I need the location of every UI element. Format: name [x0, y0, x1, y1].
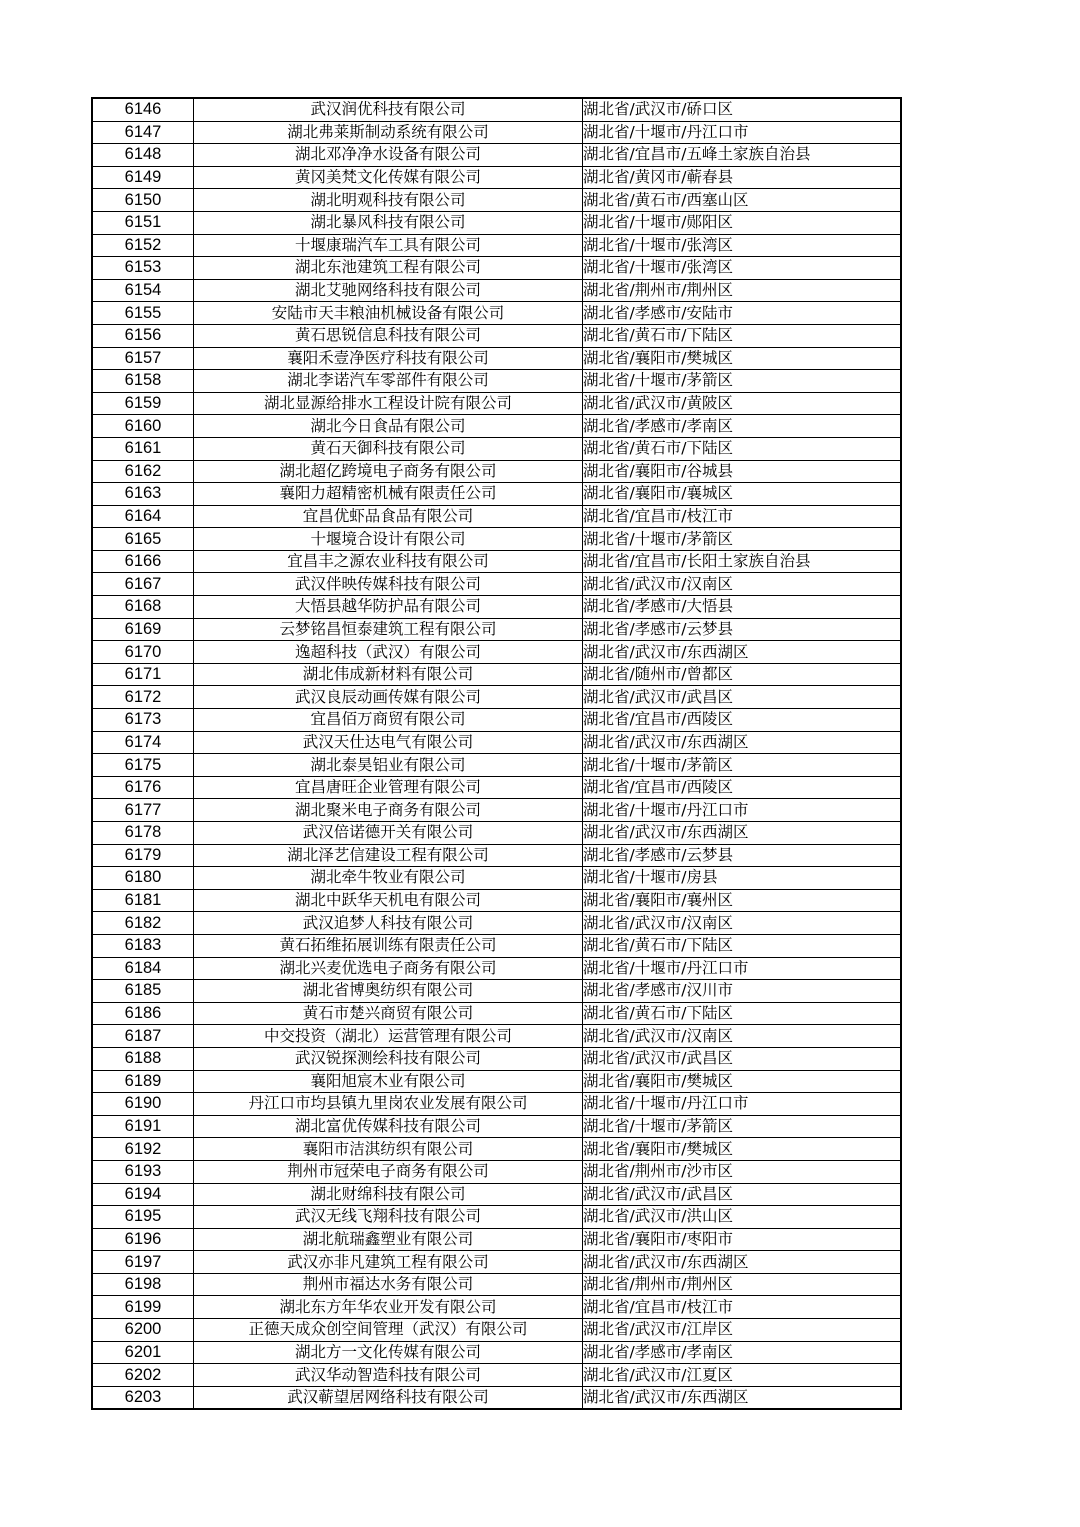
row-number: 6198 — [92, 1273, 194, 1296]
company-name: 武汉伴映传媒科技有限公司 — [194, 573, 583, 596]
company-name: 湖北弗莱斯制动系统有限公司 — [194, 121, 583, 144]
row-number: 6195 — [92, 1206, 194, 1229]
region-path: 湖北省/十堰市/丹江口市 — [583, 1093, 902, 1116]
region-path: 湖北省/黄冈市/蕲春县 — [583, 166, 902, 189]
row-number: 6178 — [92, 822, 194, 845]
region-path: 湖北省/襄阳市/襄城区 — [583, 483, 902, 506]
row-number: 6190 — [92, 1093, 194, 1116]
company-name: 湖北东池建筑工程有限公司 — [194, 257, 583, 280]
table-row — [92, 437, 901, 460]
row-number: 6203 — [92, 1386, 194, 1409]
row-number: 6157 — [92, 347, 194, 370]
row-number: 6174 — [92, 731, 194, 754]
company-name: 湖北伟成新材料有限公司 — [194, 663, 583, 686]
table-row — [92, 934, 901, 957]
region-path: 湖北省/武汉市/东西湖区 — [583, 731, 902, 754]
company-name: 湖北明观科技有限公司 — [194, 189, 583, 212]
region-path: 湖北省/襄阳市/樊城区 — [583, 1070, 902, 1093]
table-row — [92, 98, 901, 121]
region-path: 湖北省/襄阳市/樊城区 — [583, 1138, 902, 1161]
row-number: 6172 — [92, 686, 194, 709]
table-row — [92, 1228, 901, 1251]
company-name: 逸超科技（武汉）有限公司 — [194, 641, 583, 664]
region-path: 湖北省/孝感市/孝南区 — [583, 415, 902, 438]
region-path: 湖北省/武汉市/汉南区 — [583, 912, 902, 935]
row-number: 6165 — [92, 528, 194, 551]
row-number: 6179 — [92, 844, 194, 867]
region-path: 湖北省/武汉市/武昌区 — [583, 1183, 902, 1206]
region-path: 湖北省/孝感市/云梦县 — [583, 844, 902, 867]
region-path: 湖北省/黄石市/下陆区 — [583, 324, 902, 347]
row-number: 6164 — [92, 505, 194, 528]
region-path: 湖北省/孝感市/大悟县 — [583, 596, 902, 619]
table-row — [92, 799, 901, 822]
company-name: 武汉锐探测绘科技有限公司 — [194, 1047, 583, 1070]
row-number: 6177 — [92, 799, 194, 822]
company-name: 武汉追梦人科技有限公司 — [194, 912, 583, 935]
region-path: 湖北省/孝感市/孝南区 — [583, 1341, 902, 1364]
table-row — [92, 1364, 901, 1387]
region-path: 湖北省/宜昌市/西陵区 — [583, 709, 902, 732]
region-path: 湖北省/黄石市/下陆区 — [583, 1002, 902, 1025]
table-row — [92, 550, 901, 573]
company-name: 十堰康瑞汽车工具有限公司 — [194, 234, 583, 257]
table-row — [92, 166, 901, 189]
company-name: 湖北财绵科技有限公司 — [194, 1183, 583, 1206]
table-row — [92, 776, 901, 799]
table-row — [92, 1138, 901, 1161]
company-table — [91, 97, 902, 1410]
table-row — [92, 505, 901, 528]
table-row — [92, 392, 901, 415]
row-number: 6184 — [92, 957, 194, 980]
company-name: 云梦铭昌恒泰建筑工程有限公司 — [194, 618, 583, 641]
region-path: 湖北省/武汉市/汉南区 — [583, 1025, 902, 1048]
region-path: 湖北省/黄石市/西塞山区 — [583, 189, 902, 212]
table-row — [92, 257, 901, 280]
table-row — [92, 370, 901, 393]
row-number: 6186 — [92, 1002, 194, 1025]
row-number: 6154 — [92, 279, 194, 302]
region-path: 湖北省/宜昌市/五峰土家族自治县 — [583, 144, 902, 167]
region-path: 湖北省/荆州市/荆州区 — [583, 1273, 902, 1296]
row-number: 6171 — [92, 663, 194, 686]
row-number: 6148 — [92, 144, 194, 167]
region-path: 湖北省/十堰市/郧阳区 — [583, 211, 902, 234]
row-number: 6201 — [92, 1341, 194, 1364]
row-number: 6156 — [92, 324, 194, 347]
row-number: 6187 — [92, 1025, 194, 1048]
company-name: 湖北今日食品有限公司 — [194, 415, 583, 438]
company-name: 湖北艾驰网络科技有限公司 — [194, 279, 583, 302]
table-row — [92, 867, 901, 890]
region-path: 湖北省/孝感市/云梦县 — [583, 618, 902, 641]
region-path: 湖北省/十堰市/茅箭区 — [583, 754, 902, 777]
row-number: 6192 — [92, 1138, 194, 1161]
table-row — [92, 1047, 901, 1070]
row-number: 6155 — [92, 302, 194, 325]
table-row — [92, 1070, 901, 1093]
row-number: 6182 — [92, 912, 194, 935]
company-name: 湖北航瑞鑫塑业有限公司 — [194, 1228, 583, 1251]
table-row — [92, 415, 901, 438]
table-row — [92, 1296, 901, 1319]
table-row — [92, 1341, 901, 1364]
table-row — [92, 1183, 901, 1206]
row-number: 6167 — [92, 573, 194, 596]
region-path: 湖北省/襄阳市/樊城区 — [583, 347, 902, 370]
company-name: 安陆市天丰粮油机械设备有限公司 — [194, 302, 583, 325]
region-path: 湖北省/武汉市/东西湖区 — [583, 822, 902, 845]
company-name: 宜昌唐旺企业管理有限公司 — [194, 776, 583, 799]
company-name: 湖北方一文化传媒有限公司 — [194, 1341, 583, 1364]
company-name: 黄石天御科技有限公司 — [194, 437, 583, 460]
company-name: 宜昌丰之源农业科技有限公司 — [194, 550, 583, 573]
company-name: 武汉华动智造科技有限公司 — [194, 1364, 583, 1387]
table-row — [92, 483, 901, 506]
row-number: 6181 — [92, 889, 194, 912]
company-name: 湖北牵牛牧业有限公司 — [194, 867, 583, 890]
company-name: 湖北聚米电子商务有限公司 — [194, 799, 583, 822]
row-number: 6185 — [92, 980, 194, 1003]
company-name: 湖北泽艺信建设工程有限公司 — [194, 844, 583, 867]
region-path: 湖北省/宜昌市/枝江市 — [583, 1296, 902, 1319]
table-row — [92, 144, 901, 167]
row-number: 6194 — [92, 1183, 194, 1206]
row-number: 6176 — [92, 776, 194, 799]
table-row — [92, 754, 901, 777]
region-path: 湖北省/襄阳市/谷城县 — [583, 460, 902, 483]
company-name: 十堰境合设计有限公司 — [194, 528, 583, 551]
row-number: 6146 — [92, 98, 194, 121]
region-path: 湖北省/黄石市/下陆区 — [583, 437, 902, 460]
company-name: 襄阳市洁淇纺织有限公司 — [194, 1138, 583, 1161]
region-path: 湖北省/十堰市/茅箭区 — [583, 370, 902, 393]
company-name: 武汉亦非凡建筑工程有限公司 — [194, 1251, 583, 1274]
company-name: 武汉润优科技有限公司 — [194, 98, 583, 121]
region-path: 湖北省/随州市/曾都区 — [583, 663, 902, 686]
table-row — [92, 1115, 901, 1138]
table-row — [92, 686, 901, 709]
table-row — [92, 663, 901, 686]
row-number: 6196 — [92, 1228, 194, 1251]
table-row — [92, 279, 901, 302]
region-path: 湖北省/孝感市/汉川市 — [583, 980, 902, 1003]
company-name: 湖北中跃华天机电有限公司 — [194, 889, 583, 912]
row-number: 6150 — [92, 189, 194, 212]
table-row — [92, 1273, 901, 1296]
region-path: 湖北省/十堰市/张湾区 — [583, 234, 902, 257]
table-row — [92, 573, 901, 596]
region-path: 湖北省/武汉市/东西湖区 — [583, 1251, 902, 1274]
company-name: 湖北邓净净水设备有限公司 — [194, 144, 583, 167]
row-number: 6169 — [92, 618, 194, 641]
company-name: 宜昌优虾品食品有限公司 — [194, 505, 583, 528]
company-name: 湖北李诺汽车零部件有限公司 — [194, 370, 583, 393]
company-name: 襄阳旭宸木业有限公司 — [194, 1070, 583, 1093]
company-name: 大悟县越华防护品有限公司 — [194, 596, 583, 619]
table-row — [92, 1025, 901, 1048]
region-path: 湖北省/武汉市/洪山区 — [583, 1206, 902, 1229]
table-row — [92, 596, 901, 619]
row-number: 6191 — [92, 1115, 194, 1138]
region-path: 湖北省/宜昌市/长阳土家族自治县 — [583, 550, 902, 573]
region-path: 湖北省/武汉市/武昌区 — [583, 1047, 902, 1070]
company-name: 武汉天仕达电气有限公司 — [194, 731, 583, 754]
table-row — [92, 957, 901, 980]
region-path: 湖北省/十堰市/茅箭区 — [583, 1115, 902, 1138]
table-row — [92, 618, 901, 641]
company-name: 正德天成众创空间管理（武汉）有限公司 — [194, 1319, 583, 1342]
table-row — [92, 844, 901, 867]
region-path: 湖北省/荆州市/沙市区 — [583, 1160, 902, 1183]
region-path: 湖北省/十堰市/茅箭区 — [583, 528, 902, 551]
region-path: 湖北省/武汉市/东西湖区 — [583, 641, 902, 664]
company-name: 湖北泰昊铝业有限公司 — [194, 754, 583, 777]
row-number: 6202 — [92, 1364, 194, 1387]
row-number: 6159 — [92, 392, 194, 415]
company-table-body — [92, 98, 901, 1409]
company-name: 武汉倍诺德开关有限公司 — [194, 822, 583, 845]
company-name: 武汉蕲望居网络科技有限公司 — [194, 1386, 583, 1409]
table-row — [92, 121, 901, 144]
row-number: 6173 — [92, 709, 194, 732]
row-number: 6197 — [92, 1251, 194, 1274]
table-row — [92, 1160, 901, 1183]
table-row — [92, 822, 901, 845]
company-name: 黄石市楚兴商贸有限公司 — [194, 1002, 583, 1025]
company-name: 黄石拓维拓展训练有限责任公司 — [194, 934, 583, 957]
region-path: 湖北省/武汉市/江岸区 — [583, 1319, 902, 1342]
region-path: 湖北省/十堰市/丹江口市 — [583, 957, 902, 980]
row-number: 6151 — [92, 211, 194, 234]
row-number: 6153 — [92, 257, 194, 280]
table-row — [92, 189, 901, 212]
company-name: 武汉无线飞翔科技有限公司 — [194, 1206, 583, 1229]
company-name: 荆州市冠荣电子商务有限公司 — [194, 1160, 583, 1183]
table-row — [92, 460, 901, 483]
region-path: 湖北省/武汉市/硚口区 — [583, 98, 902, 121]
row-number: 6149 — [92, 166, 194, 189]
row-number: 6147 — [92, 121, 194, 144]
table-row — [92, 528, 901, 551]
table-row — [92, 1002, 901, 1025]
row-number: 6162 — [92, 460, 194, 483]
region-path: 湖北省/武汉市/黄陂区 — [583, 392, 902, 415]
row-number: 6160 — [92, 415, 194, 438]
region-path: 湖北省/武汉市/汉南区 — [583, 573, 902, 596]
company-name: 丹江口市均县镇九里岗农业发展有限公司 — [194, 1093, 583, 1116]
row-number: 6163 — [92, 483, 194, 506]
company-name: 武汉良辰动画传媒有限公司 — [194, 686, 583, 709]
table-row — [92, 1251, 901, 1274]
table-row — [92, 211, 901, 234]
row-number: 6152 — [92, 234, 194, 257]
table-row — [92, 1319, 901, 1342]
company-name: 湖北暴风科技有限公司 — [194, 211, 583, 234]
company-name: 湖北富优传媒科技有限公司 — [194, 1115, 583, 1138]
region-path: 湖北省/荆州市/荆州区 — [583, 279, 902, 302]
region-path: 湖北省/十堰市/房县 — [583, 867, 902, 890]
company-name: 黄石思锐信息科技有限公司 — [194, 324, 583, 347]
company-name: 中交投资（湖北）运营管理有限公司 — [194, 1025, 583, 1048]
region-path: 湖北省/孝感市/安陆市 — [583, 302, 902, 325]
region-path: 湖北省/黄石市/下陆区 — [583, 934, 902, 957]
company-name: 宜昌佰万商贸有限公司 — [194, 709, 583, 732]
table-row — [92, 1093, 901, 1116]
table-row — [92, 1386, 901, 1409]
company-name: 襄阳力超精密机械有限责任公司 — [194, 483, 583, 506]
region-path: 湖北省/十堰市/丹江口市 — [583, 121, 902, 144]
row-number: 6200 — [92, 1319, 194, 1342]
table-row — [92, 324, 901, 347]
region-path: 湖北省/襄阳市/枣阳市 — [583, 1228, 902, 1251]
region-path: 湖北省/武汉市/江夏区 — [583, 1364, 902, 1387]
row-number: 6193 — [92, 1160, 194, 1183]
company-name: 湖北兴麦优选电子商务有限公司 — [194, 957, 583, 980]
row-number: 6168 — [92, 596, 194, 619]
table-row — [92, 234, 901, 257]
row-number: 6158 — [92, 370, 194, 393]
company-name: 湖北显源给排水工程设计院有限公司 — [194, 392, 583, 415]
company-name: 湖北省博奥纺织有限公司 — [194, 980, 583, 1003]
region-path: 湖北省/襄阳市/襄州区 — [583, 889, 902, 912]
row-number: 6161 — [92, 437, 194, 460]
table-row — [92, 709, 901, 732]
region-path: 湖北省/宜昌市/枝江市 — [583, 505, 902, 528]
region-path: 湖北省/武汉市/武昌区 — [583, 686, 902, 709]
company-name: 荆州市福达水务有限公司 — [194, 1273, 583, 1296]
company-name: 黄冈美梵文化传媒有限公司 — [194, 166, 583, 189]
table-row — [92, 302, 901, 325]
table-row — [92, 912, 901, 935]
row-number: 6183 — [92, 934, 194, 957]
table-row — [92, 980, 901, 1003]
region-path: 湖北省/武汉市/东西湖区 — [583, 1386, 902, 1409]
table-row — [92, 641, 901, 664]
row-number: 6189 — [92, 1070, 194, 1093]
table-row — [92, 1206, 901, 1229]
row-number: 6175 — [92, 754, 194, 777]
region-path: 湖北省/十堰市/丹江口市 — [583, 799, 902, 822]
table-row — [92, 347, 901, 370]
region-path: 湖北省/宜昌市/西陵区 — [583, 776, 902, 799]
row-number: 6188 — [92, 1047, 194, 1070]
company-name: 襄阳禾壹净医疗科技有限公司 — [194, 347, 583, 370]
table-row — [92, 889, 901, 912]
row-number: 6166 — [92, 550, 194, 573]
table-row — [92, 731, 901, 754]
row-number: 6170 — [92, 641, 194, 664]
row-number: 6180 — [92, 867, 194, 890]
company-name: 湖北超亿跨境电子商务有限公司 — [194, 460, 583, 483]
company-name: 湖北东方年华农业开发有限公司 — [194, 1296, 583, 1319]
row-number: 6199 — [92, 1296, 194, 1319]
region-path: 湖北省/十堰市/张湾区 — [583, 257, 902, 280]
